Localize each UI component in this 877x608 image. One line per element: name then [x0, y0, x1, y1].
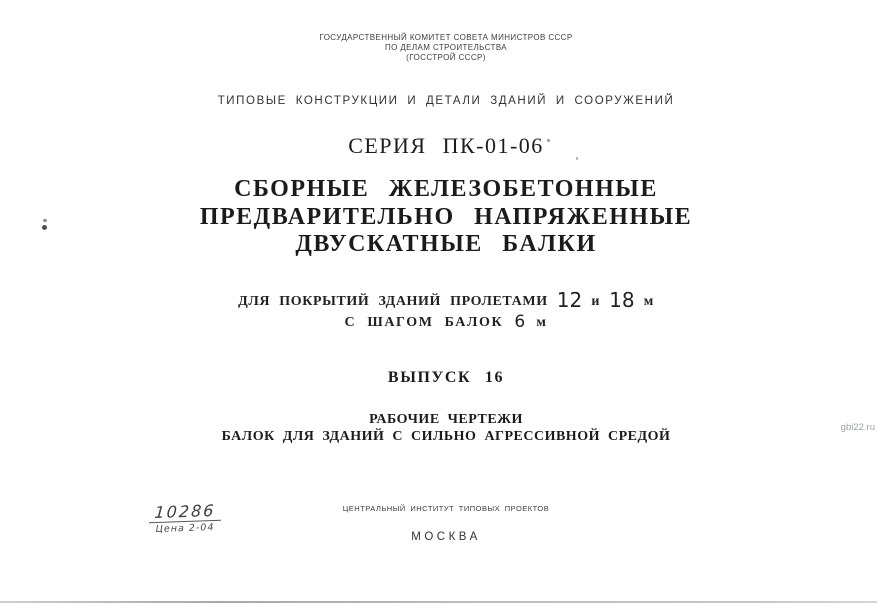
beam-step-text: С ШАГОМ БАЛОК: [344, 315, 504, 330]
beam-step-line: [15, 312, 877, 332]
working-drawings-line2: БАЛОК ДЛЯ ЗДАНИЙ С СИЛЬНО АГРЕССИВНОЙ СРЕДОЙ: [221, 428, 671, 444]
series-heading: ТИПОВЫЕ КОНСТРУКЦИИ И ДЕТАЛИ ЗДАНИЙ И СООРУЖЕНИЙ: [217, 95, 675, 107]
publisher-line2: ПО ДЕЛАМ СТРОИТЕЛЬСТВА: [384, 43, 508, 52]
publisher-block: [15, 33, 877, 63]
application-line: [15, 288, 877, 312]
title-line3: ДВУСКАТНЫЕ БАЛКИ: [295, 231, 597, 257]
document-title: [15, 176, 877, 259]
scan-speck: [43, 219, 47, 222]
working-drawings-line1: РАБОЧИЕ ЧЕРТЕЖИ: [369, 412, 523, 427]
institute-line: ЦЕНТРАЛЬНЫЙ ИНСТИТУТ ТИПОВЫХ ПРОЕКТОВ: [342, 504, 550, 513]
scan-speck: [576, 157, 578, 160]
publisher-line1: ГОСУДАРСТВЕННЫЙ КОМИТЕТ СОВЕТА МИНИСТРОВ СССР: [319, 33, 573, 42]
working-drawings-block: [15, 412, 877, 445]
issue-number: ВЫПУСК 16: [387, 369, 505, 386]
span-value-18: 18: [609, 288, 635, 312]
application-text: ДЛЯ ПОКРЫТИЙ ЗДАНИЙ ПРОЛЕТАМИ: [238, 294, 548, 309]
span-unit: м: [643, 294, 654, 309]
title-line1: СБОРНЫЕ ЖЕЛЕЗОБЕТОННЫЕ: [234, 176, 658, 202]
span-value-12: 12: [556, 288, 583, 312]
beam-step-value: 6: [514, 312, 526, 332]
publisher-line3: (ГОССТРОЙ СССР): [406, 53, 486, 62]
site-watermark: gbi22.ru: [840, 422, 875, 433]
title-line2: ПРЕДВАРИТЕЛЬНО НАПРЯЖЕННЫЕ: [199, 203, 693, 230]
span-conjunction: и: [591, 294, 601, 309]
beam-step-unit: м: [536, 315, 548, 330]
city-line: МОСКВА: [411, 531, 481, 543]
scan-speck: [42, 225, 47, 230]
stamp-number: 10286: [153, 500, 217, 523]
series-number: СЕРИЯ ПК-01-06: [348, 133, 544, 158]
scan-speck: [547, 139, 550, 142]
scan-page-edge: [0, 601, 877, 603]
stamp-price: Цена 2-04: [155, 521, 215, 536]
